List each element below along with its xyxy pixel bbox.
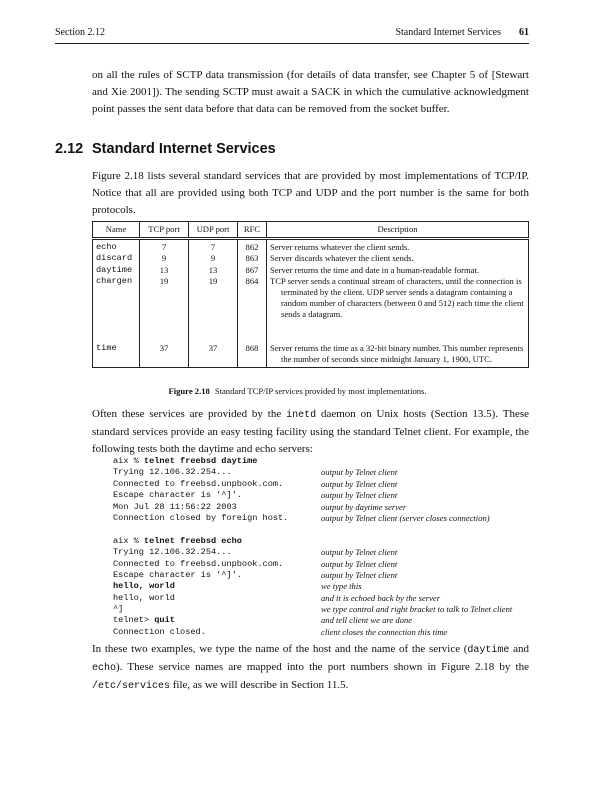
cell-udp: 7 [189, 239, 238, 254]
cell-udp: 9 [189, 253, 238, 264]
terminal-line [113, 570, 512, 581]
cell-tcp: 37 [140, 343, 189, 368]
table-row [93, 276, 529, 321]
terminal-line [113, 502, 512, 513]
cell-tcp: 7 [140, 239, 189, 254]
terminal-output: Connection closed by foreign host. [113, 512, 289, 523]
cell-rfc: 862 [238, 239, 267, 254]
cell-name: time [93, 343, 140, 368]
spacer-cell [189, 321, 238, 343]
terminal-output: Connected to freebsd.unpbook.com. [113, 478, 284, 489]
table-row [93, 253, 529, 264]
caption-text: Standard TCP/IP services provided by most implementations. [214, 386, 427, 396]
running-head-right [395, 27, 529, 38]
typed-input: telnet freebsd daytime [143, 456, 258, 466]
terminal-line [113, 559, 512, 570]
telnet-transcript [113, 456, 512, 638]
prompt: aix % [113, 535, 144, 546]
terminal-note: output by Telnet client [321, 490, 398, 501]
terminal-note: output by Telnet client [321, 478, 398, 489]
cell-rfc: 868 [238, 343, 267, 368]
header-tcp-port: TCP port [140, 222, 189, 239]
section-title: Standard Internet Services [92, 141, 276, 157]
terminal-note: client closes the connection this time [321, 626, 448, 637]
terminal-note: output by Telnet client [321, 569, 398, 580]
terminal-line [113, 490, 512, 501]
terminal-command [113, 581, 321, 592]
text-run: daemon on Unix hosts (Section 13.5). These standard services provide an easy testing facility using the standard Telnet client. For example, the following tests both the daytime and echo servers: [92, 408, 530, 455]
running-head [55, 27, 529, 38]
terminal-output: Escape character is '^]'. [113, 490, 242, 501]
table-row [93, 239, 529, 254]
section-number: 2.12 [55, 141, 84, 157]
header-rfc: RFC [238, 222, 267, 239]
terminal-line [113, 627, 512, 638]
section-heading [55, 141, 276, 157]
terminal-output: ^] [113, 604, 124, 615]
prompt: aix % [113, 456, 144, 466]
cell-description: Server returns whatever the client sends. [267, 239, 529, 254]
terminal-line [113, 593, 512, 604]
terminal-output: Trying 12.106.32.254... [113, 547, 232, 558]
cell-name: chargen [93, 276, 140, 321]
cell-rfc: 867 [238, 265, 267, 276]
table-row [93, 265, 529, 276]
after-table-paragraph [92, 406, 529, 458]
cell-udp: 19 [189, 276, 238, 321]
typed-input: hello, world [113, 581, 175, 592]
cell-description: Server returns the time as a 32-bit binary number. This number represents the number of seconds since midnight January 1, 1900, UTC. [267, 343, 529, 368]
cell-description: TCP server sends a continual stream of characters, until the connection is terminated by the client. UDP server sends a datagram containing a random number of characters (between 0 and 512) each time the client sends a datagram. [267, 276, 529, 321]
table-header-row [93, 222, 529, 239]
terminal-line [113, 581, 512, 592]
terminal-line [113, 467, 512, 478]
intro-paragraph: on all the rules of SCTP data transmission (for details of data transfer, see Chapter 5 of [Stewart and Xie 2001]). The sending SCTP must await a SACK in which the cumulative acknowledgment point passes the sent data before that data can be removed from the socket buffer. [92, 69, 529, 115]
cell-name: echo [93, 239, 140, 254]
terminal-note: output by daytime server [321, 501, 407, 512]
terminal-output: Connected to freebsd.unpbook.com. [113, 558, 284, 569]
header-rule [55, 43, 529, 44]
text-run: In these two examples, we type the name of the host and the name of the service ( [92, 643, 468, 655]
terminal-line [113, 479, 512, 490]
spacer-cell [93, 321, 140, 343]
running-head-section: Section 2.12 [55, 27, 105, 38]
terminal-output: hello, world [113, 592, 175, 603]
terminal-note: we type control and right bracket to talk to Telnet client [321, 604, 513, 615]
cell-udp: 13 [189, 265, 238, 276]
terminal-note: and it is echoed back by the server [321, 592, 441, 603]
cell-rfc: 864 [238, 276, 267, 321]
text-run: and [509, 643, 529, 655]
inline-code: /etc/services [92, 681, 171, 692]
header-description: Description [267, 222, 529, 239]
cell-description: Server returns the time and date in a human-readable format. [267, 265, 529, 276]
text-run: Often these services are provided by the [92, 408, 287, 420]
cell-tcp: 9 [140, 253, 189, 264]
terminal-output: Connection closed. [113, 626, 206, 637]
text-run: ). These service names are mapped into the port numbers shown in Figure 2.18 by the [116, 661, 529, 673]
cell-tcp: 13 [140, 265, 189, 276]
spacer-cell [238, 321, 267, 343]
cell-description: Server discards whatever the client sends. [267, 253, 529, 264]
terminal-output: Trying 12.106.32.254... [113, 467, 232, 478]
cell-udp: 37 [189, 343, 238, 368]
terminal-line [113, 547, 512, 558]
inline-code: echo [92, 663, 117, 674]
prompt: telnet> [113, 615, 155, 626]
cell-rfc: 863 [238, 253, 267, 264]
typed-input: quit [154, 615, 175, 626]
terminal-command [113, 615, 321, 626]
terminal-output: Mon Jul 28 11:56:22 2003 [113, 501, 237, 512]
page-number: 61 [519, 27, 529, 38]
services-table [92, 221, 529, 368]
caption-label: Figure 2.18 [168, 386, 210, 396]
terminal-note: output by Telnet client [321, 558, 398, 569]
terminal-line [113, 513, 512, 524]
terminal-note: output by Telnet client [321, 547, 398, 558]
header-udp-port: UDP port [189, 222, 238, 239]
spacer-cell [140, 321, 189, 343]
typed-input: telnet freebsd echo [143, 535, 242, 546]
terminal-gap [113, 524, 512, 535]
terminal-note: we type this [321, 581, 362, 592]
cell-tcp: 19 [140, 276, 189, 321]
closing-paragraph [92, 641, 529, 695]
spacer-cell [267, 321, 529, 343]
table-row [93, 343, 529, 368]
terminal-line [113, 456, 512, 467]
terminal-line [113, 536, 512, 547]
text-run: file, as we will describe in Section 11.5. [170, 679, 349, 691]
terminal-output: Escape character is '^]'. [113, 569, 242, 580]
terminal-note: output by Telnet client [321, 467, 398, 478]
figure-caption [0, 386, 595, 396]
table-spacer-row [93, 321, 529, 343]
terminal-line [113, 604, 512, 615]
running-head-title: Standard Internet Services [395, 27, 501, 38]
terminal-command [113, 536, 321, 547]
cell-name: daytime [93, 265, 140, 276]
terminal-note: and tell client we are done [321, 615, 413, 626]
figure-intro-paragraph: Figure 2.18 lists several standard services that are provided by most implementations of TCP/IP. Notice that all are provided using both TCP and UDP and the port number is the same for both protocols. [92, 170, 529, 216]
inline-code: daytime [467, 645, 510, 656]
inline-code: inetd [286, 410, 317, 421]
header-name: Name [93, 222, 140, 239]
terminal-line [113, 615, 512, 626]
terminal-command [113, 456, 321, 467]
cell-name: discard [93, 253, 140, 264]
terminal-note: output by Telnet client (server closes connection) [321, 512, 490, 523]
